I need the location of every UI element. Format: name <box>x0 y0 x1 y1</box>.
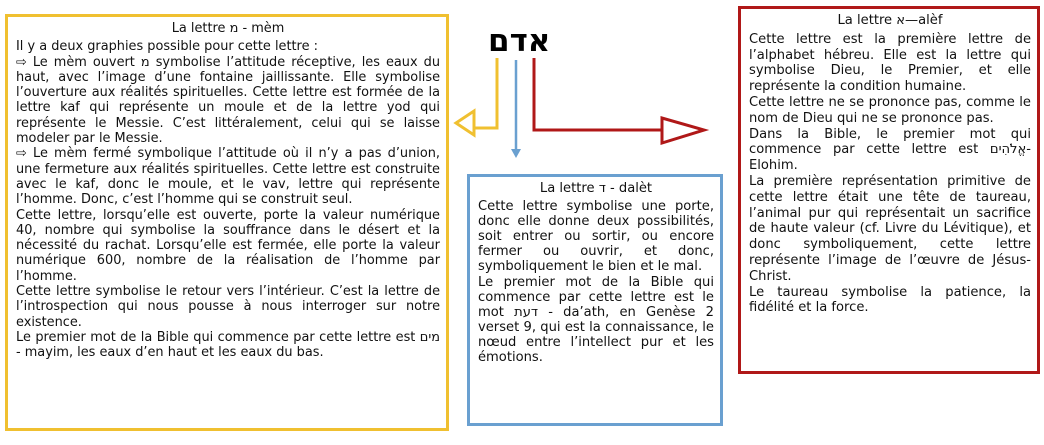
hebrew-word-adam: אדם <box>488 23 551 59</box>
alef-paragraph-4: La première représentation primitive de cette lettre était une tête de taureau, l’animal pur qui représentait un sacrifice de haute valeur (cf. Livre du Lévitique), et donc symboliquement, cette lettre représente l’image de l’œuvre de Jésus-Christ. <box>749 173 1031 284</box>
dalet-arrowhead <box>511 149 521 158</box>
mem-paragraph-1: Il y a deux graphies possible pour cette lettre : <box>16 39 318 55</box>
mem-paragraph-2: ⇨ Le mèm ouvert מ symbolise l’attitude réceptive, les eaux du haut, avec l’image d’une fontaine jaillissante. Elle symbolise l’ouverture aux réalités spirituelles. Cette lettre est formée de la lettre kaf qui représente un moule et de la lettre yod qui représente le Messie. C’est littéralement, celui qui se laisse modeler par le Messie. <box>16 54 441 147</box>
dalet-title: La lettre ד - dalèt <box>539 181 653 196</box>
mem-connector-line <box>474 58 497 128</box>
alef-paragraph-5: Le taureau symbolise la patience, la fidélité et la force. <box>749 284 1031 316</box>
alef-paragraph-2: Cette lettre ne se prononce pas, comme le nom de Dieu qui ne se prononce pas. <box>749 94 1031 126</box>
mem-arrowhead <box>456 111 474 135</box>
alef-box <box>738 6 1040 374</box>
dalet-box <box>467 174 723 426</box>
alef-arrowhead <box>662 118 704 143</box>
mem-paragraph-4: Cette lettre, lorsqu’elle est ouverte, porte la valeur numérique 40, nombre qui symbolise la souffrance dans le désert et la nécessité du rachat. Lorsqu’elle est fermée, elle porte la valeur numérique 600, nombre de la réalisation de l’homme par l’homme. <box>16 207 440 284</box>
mem-paragraph-6: Le premier mot de la Bible qui commence par cette lettre est מים - mayim, les eaux d’en haut et les eaux du bas. <box>16 329 440 361</box>
dalet-paragraph-1: Cette lettre symbolise une porte, donc elle donne deux possibilités, soit entrer ou sortir, ou encore fermer ou ouvrir, et donc, symboliquement le bien et le mal. <box>478 199 714 275</box>
alef-paragraph-1: Cette lettre est la première lettre de l’alphabet hébreu. Elle est la lettre qui symbolise Dieu, le Premier, et elle représente la condition humaine. <box>749 31 1031 95</box>
alef-connector-line <box>534 58 662 130</box>
mem-title: La lettre מ - mèm <box>171 21 285 36</box>
mem-paragraph-5: Cette lettre symbolise le retour vers l’intérieur. C’est la lettre de l’introspection qui nous pousse à nous interroger sur notre existence. <box>16 284 440 330</box>
alef-title: La lettre א—alèf <box>837 13 943 28</box>
alef-paragraph-3: Dans la Bible, le premier mot qui commence par cette lettre est אֱלֹהִים- Elohim. <box>749 126 1031 174</box>
dalet-paragraph-2: Le premier mot de la Bible qui commence par cette lettre est le mot דעת - da’ath, en Genèse 2 verset 9, qui est la connaissance, le nœud entre l’intellect pur et les émotions. <box>478 274 715 366</box>
mem-paragraph-3: ⇨ Le mèm fermé symbolique l’attitude où il n’y a pas d’union, une fermeture aux réalités spirituelles. Cette lettre est construite avec le kaf, donc le moule, et le vav, lettre qui représente l’homme. Donc, c’est l’homme qui se construit seul. <box>16 146 440 208</box>
